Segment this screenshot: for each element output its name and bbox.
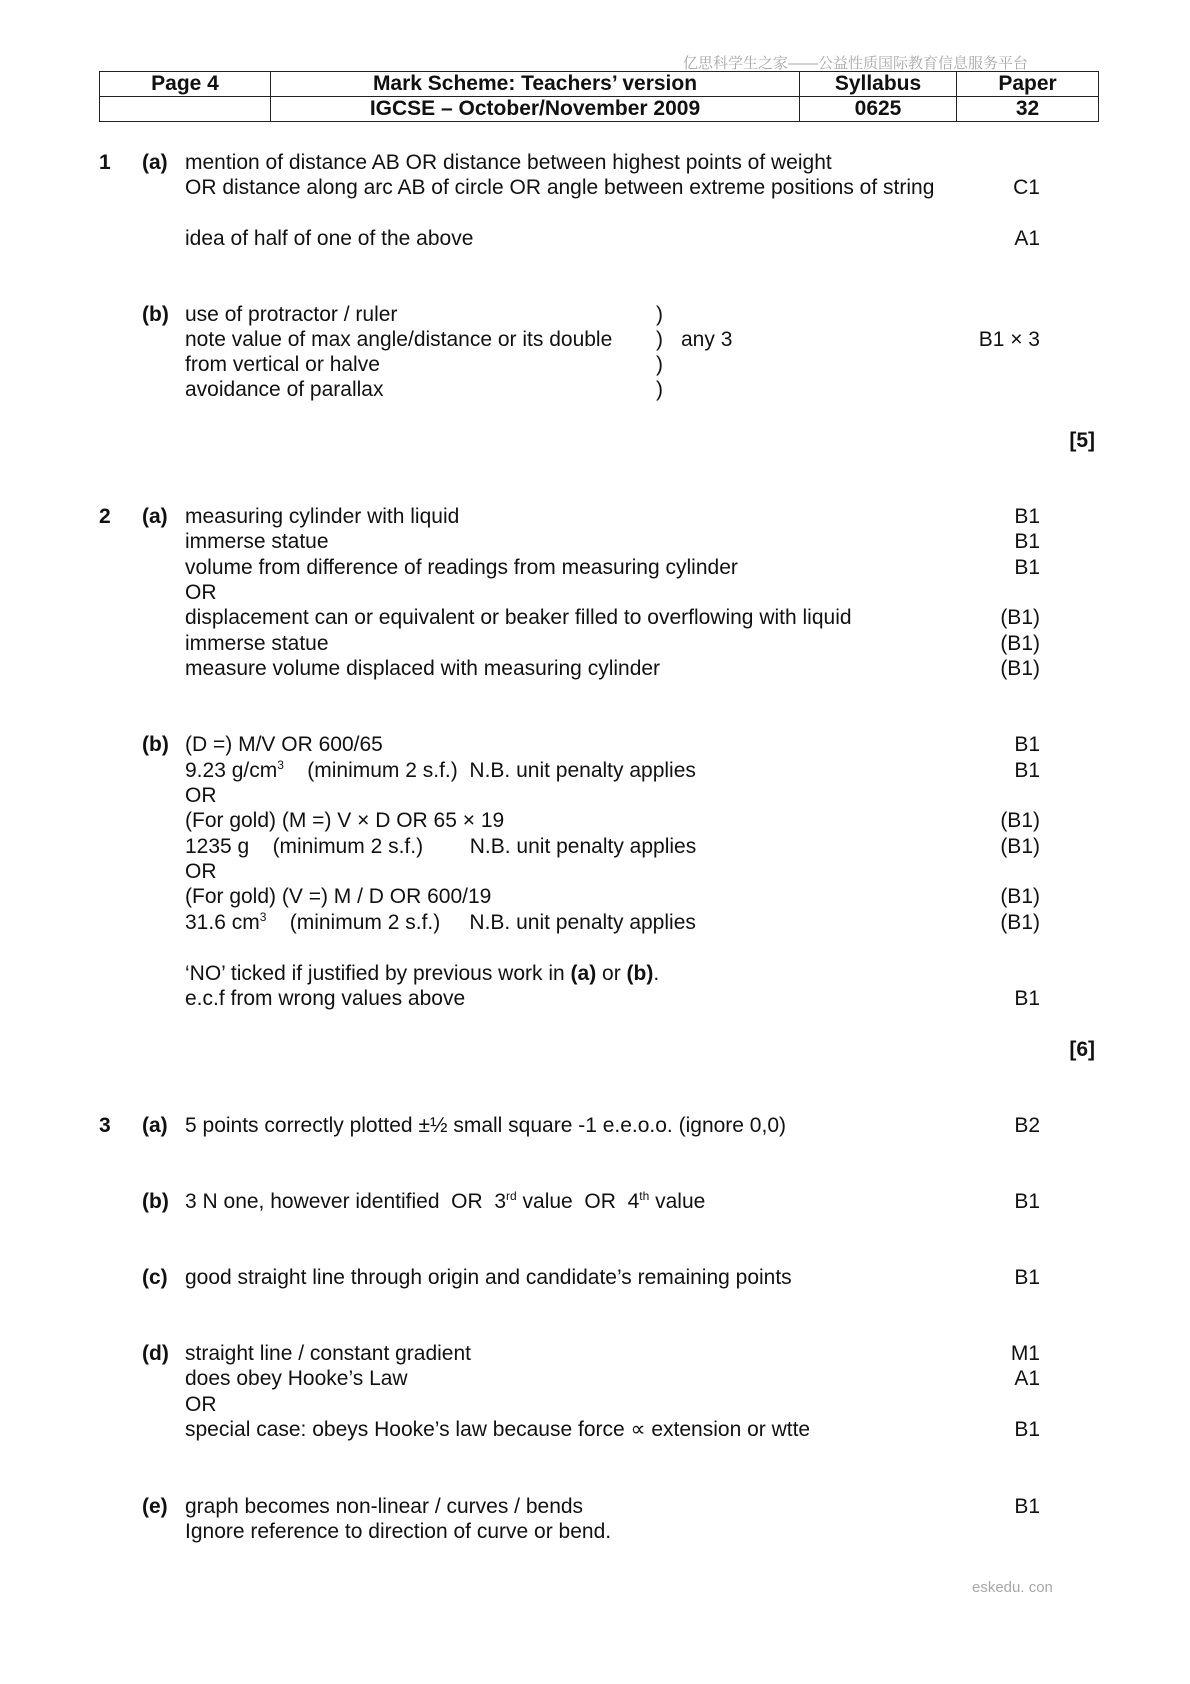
bracket: ) bbox=[656, 303, 663, 326]
question-number: 1 bbox=[99, 151, 111, 174]
answer-line: measure volume displaced with measuring cylinder bbox=[185, 657, 661, 680]
answer-line: Ignore reference to direction of curve or bend. bbox=[185, 1520, 612, 1543]
mark: B1 bbox=[1014, 530, 1040, 553]
superscript: 3 bbox=[259, 910, 267, 924]
answer-line: avoidance of parallax bbox=[185, 378, 384, 401]
answer-line: 1235 g (minimum 2 s.f.) N.B. unit penalty applies bbox=[185, 835, 697, 858]
bracket: ) bbox=[656, 353, 663, 376]
mark: (B1) bbox=[1000, 911, 1040, 934]
answer-text: ‘NO’ ticked if justified by previous work in bbox=[185, 962, 571, 985]
answer-text: or bbox=[596, 962, 627, 985]
bracket: ) bbox=[656, 328, 663, 351]
header-title: Mark Scheme: Teachers’ version bbox=[271, 72, 800, 97]
answer-line: (For gold) (V =) M / D OR 600/19 bbox=[185, 885, 492, 908]
mark: M1 bbox=[1010, 1342, 1040, 1365]
mark: B1 × 3 bbox=[978, 328, 1040, 351]
answer-line bbox=[185, 961, 659, 986]
mark: B1 bbox=[1014, 987, 1040, 1010]
answer-line: note value of max angle/distance or its double bbox=[185, 328, 613, 351]
or-separator: OR bbox=[185, 1393, 217, 1416]
mark: B1 bbox=[1014, 1190, 1040, 1213]
part-label: (d) bbox=[142, 1342, 169, 1365]
answer-line: from vertical or halve bbox=[185, 353, 380, 376]
or-separator: OR bbox=[185, 581, 217, 604]
answer-line: good straight line through origin and candidate’s remaining points bbox=[185, 1266, 792, 1289]
bracket: ) bbox=[656, 378, 663, 401]
answer-text: 9.23 g/cm bbox=[185, 759, 278, 782]
mark: B1 bbox=[1014, 1418, 1040, 1441]
answer-line: displacement can or equivalent or beaker filled to overflowing with liquid bbox=[185, 606, 852, 629]
superscript: rd bbox=[506, 1189, 517, 1203]
answer-text: value OR 4 bbox=[516, 1190, 640, 1213]
answer-line: graph becomes non-linear / curves / bends bbox=[185, 1495, 584, 1518]
answer-text: value bbox=[649, 1190, 706, 1213]
part-label: (a) bbox=[142, 1114, 168, 1137]
answer-line bbox=[185, 910, 696, 935]
part-label: (b) bbox=[142, 303, 169, 326]
mark: A1 bbox=[1014, 227, 1040, 250]
mark: (B1) bbox=[1000, 809, 1040, 832]
mark: B1 bbox=[1014, 759, 1040, 782]
question-total: [6] bbox=[1069, 1038, 1095, 1061]
mark: B2 bbox=[1014, 1114, 1040, 1137]
answer-line: (D =) M/V OR 600/65 bbox=[185, 733, 383, 756]
answer-text: (minimum 2 s.f.) N.B. unit penalty applies bbox=[283, 759, 696, 782]
superscript: 3 bbox=[277, 758, 284, 772]
answer-line: straight line / constant gradient bbox=[185, 1342, 472, 1365]
part-reference: (b) bbox=[626, 962, 654, 985]
mark: B1 bbox=[1014, 556, 1040, 579]
answer-line: 5 points correctly plotted ±½ small square -1 e.e.o.o. (ignore 0,0) bbox=[185, 1114, 786, 1137]
any-three-note: any 3 bbox=[681, 328, 733, 351]
mark: (B1) bbox=[1000, 835, 1040, 858]
mark: (B1) bbox=[1000, 657, 1040, 680]
part-label: (e) bbox=[142, 1495, 168, 1518]
header-table bbox=[99, 71, 1099, 122]
answer-line: idea of half of one of the above bbox=[185, 227, 474, 250]
header-page: Page 4 bbox=[100, 72, 271, 97]
answer-line: immerse statue bbox=[185, 632, 329, 655]
answer-text: (minimum 2 s.f.) N.B. unit penalty applies bbox=[266, 911, 696, 934]
mark: B1 bbox=[1014, 505, 1040, 528]
answer-line: immerse statue bbox=[185, 530, 329, 553]
header-subtitle: IGCSE – October/November 2009 bbox=[271, 97, 800, 122]
question-number: 2 bbox=[99, 505, 111, 528]
answer-line: e.c.f from wrong values above bbox=[185, 987, 466, 1010]
answer-line bbox=[185, 1189, 705, 1214]
question-total: [5] bbox=[1069, 429, 1095, 452]
or-separator: OR bbox=[185, 784, 217, 807]
answer-line: volume from difference of readings from measuring cylinder bbox=[185, 556, 738, 579]
answer-line: special case: obeys Hooke’s law because force ∝ extension or wtte bbox=[185, 1418, 811, 1441]
part-label: (c) bbox=[142, 1266, 168, 1289]
mark: B1 bbox=[1014, 1495, 1040, 1518]
header-paper-number: 32 bbox=[957, 97, 1099, 122]
part-label: (a) bbox=[142, 151, 168, 174]
mark: C1 bbox=[1013, 176, 1040, 199]
answer-line: mention of distance AB OR distance between highest points of weight bbox=[185, 151, 832, 174]
mark: A1 bbox=[1014, 1367, 1040, 1390]
header-paper-label: Paper bbox=[957, 72, 1099, 97]
header-syllabus-code: 0625 bbox=[800, 97, 957, 122]
mark: B1 bbox=[1014, 1266, 1040, 1289]
part-label: (a) bbox=[142, 505, 168, 528]
header-syllabus-label: Syllabus bbox=[800, 72, 957, 97]
or-separator: OR bbox=[185, 860, 217, 883]
answer-line bbox=[185, 758, 696, 783]
superscript: th bbox=[639, 1189, 650, 1203]
answer-text: . bbox=[653, 962, 660, 985]
part-reference: (a) bbox=[570, 962, 597, 985]
mark: (B1) bbox=[1000, 885, 1040, 908]
header-empty-cell bbox=[100, 97, 271, 122]
answer-line: does obey Hooke’s Law bbox=[185, 1367, 408, 1390]
mark: B1 bbox=[1014, 733, 1040, 756]
answer-line: (For gold) (M =) V × D OR 65 × 19 bbox=[185, 809, 505, 832]
mark: (B1) bbox=[1000, 632, 1040, 655]
answer-line: OR distance along arc AB of circle OR angle between extreme positions of string bbox=[185, 176, 935, 199]
watermark-bottom: eskedu. con bbox=[972, 1579, 1053, 1596]
answer-line: measuring cylinder with liquid bbox=[185, 505, 460, 528]
answer-line: use of protractor / ruler bbox=[185, 303, 398, 326]
watermark-top: 亿思科学生之家——公益性质国际教育信息服务平台 bbox=[683, 55, 1029, 72]
mark: (B1) bbox=[1000, 606, 1040, 629]
part-label: (b) bbox=[142, 1190, 169, 1213]
question-number: 3 bbox=[99, 1114, 111, 1137]
answer-text: 3 N one, however identified OR 3 bbox=[185, 1190, 507, 1213]
part-label: (b) bbox=[142, 733, 169, 756]
answer-text: 31.6 cm bbox=[185, 911, 260, 934]
